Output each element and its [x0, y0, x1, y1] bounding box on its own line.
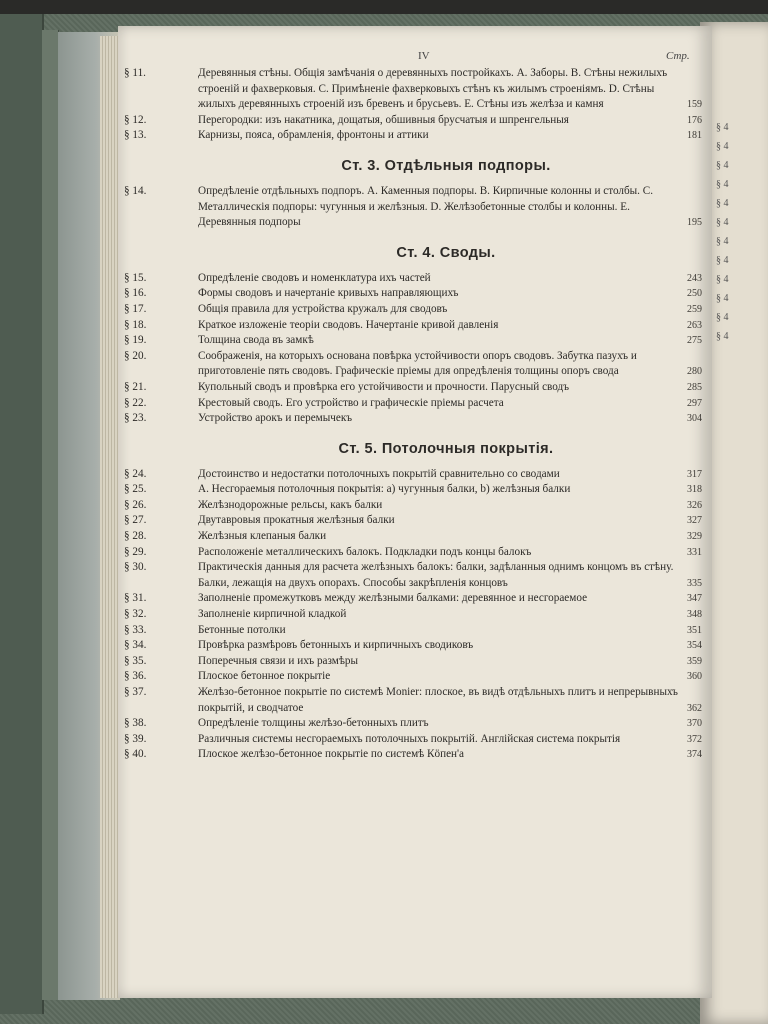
toc-entry	[124, 66, 708, 113]
section-title: Толщина свода въ замкѣ	[198, 334, 314, 347]
page-reference: 318	[687, 484, 702, 496]
toc-entry	[124, 654, 708, 670]
facing-page-section-mark: § 4	[716, 255, 729, 266]
facing-page-section-mark: § 4	[716, 122, 729, 133]
section-number: § 30.	[124, 561, 147, 574]
section-title: Общія правила для устройства кружалъ для сводовъ	[198, 302, 448, 315]
section-number: § 28.	[124, 530, 147, 543]
section-number: § 38.	[124, 717, 147, 730]
section-title: Карнизы, пояса, обрамленія, фронтоны и аттики	[198, 129, 429, 142]
page-reference: 359	[687, 655, 702, 667]
spine-edge	[42, 30, 59, 1000]
section-number: § 22.	[124, 396, 147, 409]
page-reference: 372	[687, 733, 702, 745]
toc-entry	[124, 638, 708, 654]
section-title: Опредѣленіе толщины желѣзо-бетонныхъ плитъ	[198, 717, 429, 730]
toc-entry	[124, 113, 708, 129]
section-title: Соображенія, на которыхъ основана повѣрка устойчивости опоръ сводовъ. Забутка пазухъ и приготовленіе пять сводовъ. Графическіе пріемы для опредѣленія толщины опоръ свода	[198, 349, 637, 378]
section-title: Двутавровыя прокатныя желѣзныя балки	[198, 514, 395, 527]
page-column-header: Стр.	[666, 50, 690, 62]
section-number: § 33.	[124, 623, 147, 636]
section-number: § 20.	[124, 349, 147, 362]
page-reference: 362	[687, 702, 702, 714]
section-number: § 29.	[124, 545, 147, 558]
section-number: § 24.	[124, 467, 147, 480]
page-reference: 370	[687, 718, 702, 730]
page-reference: 275	[687, 335, 702, 347]
page-reference: 335	[687, 577, 702, 589]
page-reference: 195	[687, 217, 702, 229]
section-number: § 11.	[124, 67, 146, 79]
facing-page-section-mark: § 4	[716, 312, 729, 323]
page-reference: 317	[687, 468, 702, 480]
section-title: Заполненіе промежутковъ между желѣзными балками: деревянное и несгораемое	[198, 592, 588, 605]
toc-entry	[124, 560, 708, 591]
page-reference: 360	[687, 671, 702, 683]
facing-page-section-mark: § 4	[716, 236, 729, 247]
toc-entry	[124, 545, 708, 561]
section-title: Плоское желѣзо-бетонное покрытіе по системѣ Кöпен'а	[198, 748, 465, 761]
toc-entry	[124, 333, 708, 349]
toc-entry	[124, 529, 708, 545]
chapter-heading: Ст. 5. Потолочныя покрытія.	[338, 440, 554, 457]
section-title: Опредѣленіе отдѣльныхъ подпоръ. А. Каменныя подпоры. В. Кирпичные колонны и столбы. С. Металлическія подпоры: чугунныя и желѣзныя. D. Желѣзобетонные столбы и колонны. Е. Деревянныя подпоры	[198, 184, 654, 229]
page-reference: 176	[687, 114, 702, 126]
section-number: § 36.	[124, 670, 147, 683]
toc-entry	[124, 411, 708, 427]
page-reference: 263	[687, 319, 702, 331]
page-reference: 374	[687, 749, 702, 761]
toc-entry	[124, 747, 708, 763]
page-reference: 331	[687, 546, 702, 558]
facing-page-section-mark: § 4	[716, 141, 729, 152]
facing-page-section-mark: § 4	[716, 274, 729, 285]
section-number: § 27.	[124, 514, 147, 527]
toc-entry	[124, 318, 708, 334]
toc-entry	[124, 607, 708, 623]
page-reference: 347	[687, 593, 702, 605]
facing-page-section-mark: § 4	[716, 331, 729, 342]
section-title: Устройство арокъ и перемычекъ	[198, 412, 353, 425]
toc-entry	[124, 271, 708, 287]
section-title: Купольный сводъ и провѣрка его устойчивости и прочности. Парусный сводъ	[198, 380, 569, 393]
toc-entry	[124, 591, 708, 607]
chapter-heading: Ст. 3. Отдѣльныя подпоры.	[341, 157, 551, 174]
section-number: § 13.	[124, 129, 147, 142]
section-number: § 12.	[124, 113, 147, 126]
page-reference: 304	[687, 413, 702, 425]
page-reference: 348	[687, 609, 702, 621]
toc-entry	[124, 669, 708, 685]
section-title: Желѣзнодорожные рельсы, какъ балки	[198, 498, 383, 511]
section-number: § 31.	[124, 592, 147, 605]
page-reference: 329	[687, 531, 702, 543]
section-number: § 39.	[124, 732, 147, 745]
section-number: § 23.	[124, 412, 147, 425]
toc-entry	[124, 467, 708, 483]
toc-page	[118, 26, 712, 998]
page-reference: 326	[687, 499, 702, 511]
toc-entry	[124, 349, 708, 380]
section-title: Заполненіе кирпичной кладкой	[198, 608, 347, 621]
section-number: § 18.	[124, 318, 147, 331]
page-reference: 285	[687, 381, 702, 393]
page-reference: 297	[687, 397, 702, 409]
section-title: Перегородки: изъ накатника, дощатыя, обшивныя брусчатыя и шпренгельныя	[198, 113, 569, 126]
facing-page-section-mark: § 4	[716, 160, 729, 171]
section-number: § 37.	[124, 686, 147, 698]
facing-page-section-mark: § 4	[716, 198, 729, 209]
book-spine	[0, 14, 44, 1014]
toc-entry	[124, 396, 708, 412]
section-number: § 35.	[124, 654, 147, 667]
section-title: Формы сводовъ и начертаніе кривыхъ направляющихъ	[198, 287, 459, 300]
page-reference: 159	[687, 99, 702, 111]
facing-page-section-mark: § 4	[716, 179, 729, 190]
toc-entry	[124, 732, 708, 748]
page-reference: 181	[687, 130, 702, 142]
page-reference: 354	[687, 640, 702, 652]
toc-entry	[124, 302, 708, 318]
toc-entry	[124, 623, 708, 639]
section-number: § 34.	[124, 639, 147, 652]
page-reference: 259	[687, 303, 702, 315]
section-number: § 40.	[124, 748, 147, 761]
section-title: А. Несгораемыя потолочныя покрытія: a) чугунныя балки, b) желѣзныя балки	[198, 483, 571, 496]
section-number: § 19.	[124, 334, 147, 347]
toc-entry	[124, 482, 708, 498]
section-title: Расположеніе металлическихъ балокъ. Подкладки подъ концы балокъ	[198, 545, 532, 558]
section-number: § 32.	[124, 608, 147, 621]
section-number: § 16.	[124, 287, 147, 300]
section-number: § 14.	[124, 184, 147, 197]
section-title: Опредѣленіе сводовъ и номенклатура ихъ частей	[198, 271, 431, 284]
section-number: § 21.	[124, 380, 147, 393]
section-title: Краткое изложеніе теоріи сводовъ. Начертаніе кривой давленія	[198, 318, 499, 331]
toc-entry	[124, 184, 708, 231]
section-title: Провѣрка размѣровъ бетонныхъ и кирпичныхъ сводиковъ	[198, 639, 474, 652]
chapter-heading: Ст. 4. Своды.	[396, 244, 496, 261]
toc-entry	[124, 286, 708, 302]
page-number: IV	[418, 50, 430, 62]
section-title: Различныя системы несгораемыхъ потолочныхъ покрытій. Англійская система покрытія	[198, 732, 621, 745]
section-title: Практическія данныя для расчета желѣзныхъ балокъ: балки, задѣланныя однимъ концомъ въ стѣну. Балки, лежащія на двухъ опорахъ. Способы закрѣпленія концовъ	[198, 561, 674, 589]
section-number: § 17.	[124, 302, 147, 315]
section-number: § 25.	[124, 483, 147, 496]
section-title: Деревянныя стѣны. Общія замѣчанія о деревянныхъ постройкахъ. А. Заборы. В. Стѣны нежилыхъ строеній и фахверковыя. С. Примѣненіе фахверковыхъ стѣнъ къ жилымъ строеніямъ. D. Стѣны жилыхъ деревянныхъ строеній изъ бревенъ и брусьевъ. Е. Стѣны изъ желѣза и камня	[198, 67, 668, 111]
toc-entry	[124, 128, 708, 144]
section-title: Поперечныя связи и ихъ размѣры	[198, 654, 359, 667]
facing-page-section-mark: § 4	[716, 293, 729, 304]
toc-entry	[124, 498, 708, 514]
section-title: Достоинство и недостатки потолочныхъ покрытій сравнительно со сводами	[198, 467, 560, 480]
section-number: § 26.	[124, 498, 147, 511]
page-reference: 250	[687, 288, 702, 300]
section-title: Крестовый сводъ. Его устройство и графическіе пріемы расчета	[198, 396, 504, 409]
facing-page-section-mark: § 4	[716, 217, 729, 228]
toc-entry	[124, 513, 708, 529]
section-title: Желѣзныя клепаныя балки	[198, 530, 327, 543]
toc-entry	[124, 716, 708, 732]
page-reference: 280	[687, 366, 702, 378]
toc-entry	[124, 685, 708, 716]
page-reference: 243	[687, 272, 702, 284]
section-title: Бетонные потолки	[198, 623, 286, 636]
page-reference: 351	[687, 624, 702, 636]
page-reference: 327	[687, 515, 702, 527]
toc-entry	[124, 380, 708, 396]
section-title: Плоское бетонное покрытіе	[198, 670, 331, 683]
section-title: Желѣзо-бетонное покрытіе по системѣ Monier: плоское, въ видѣ отдѣльныхъ плитъ и непрерывныхъ покрытій, и сводчатое	[198, 686, 678, 714]
section-number: § 15.	[124, 271, 147, 284]
table-of-contents	[124, 66, 708, 763]
